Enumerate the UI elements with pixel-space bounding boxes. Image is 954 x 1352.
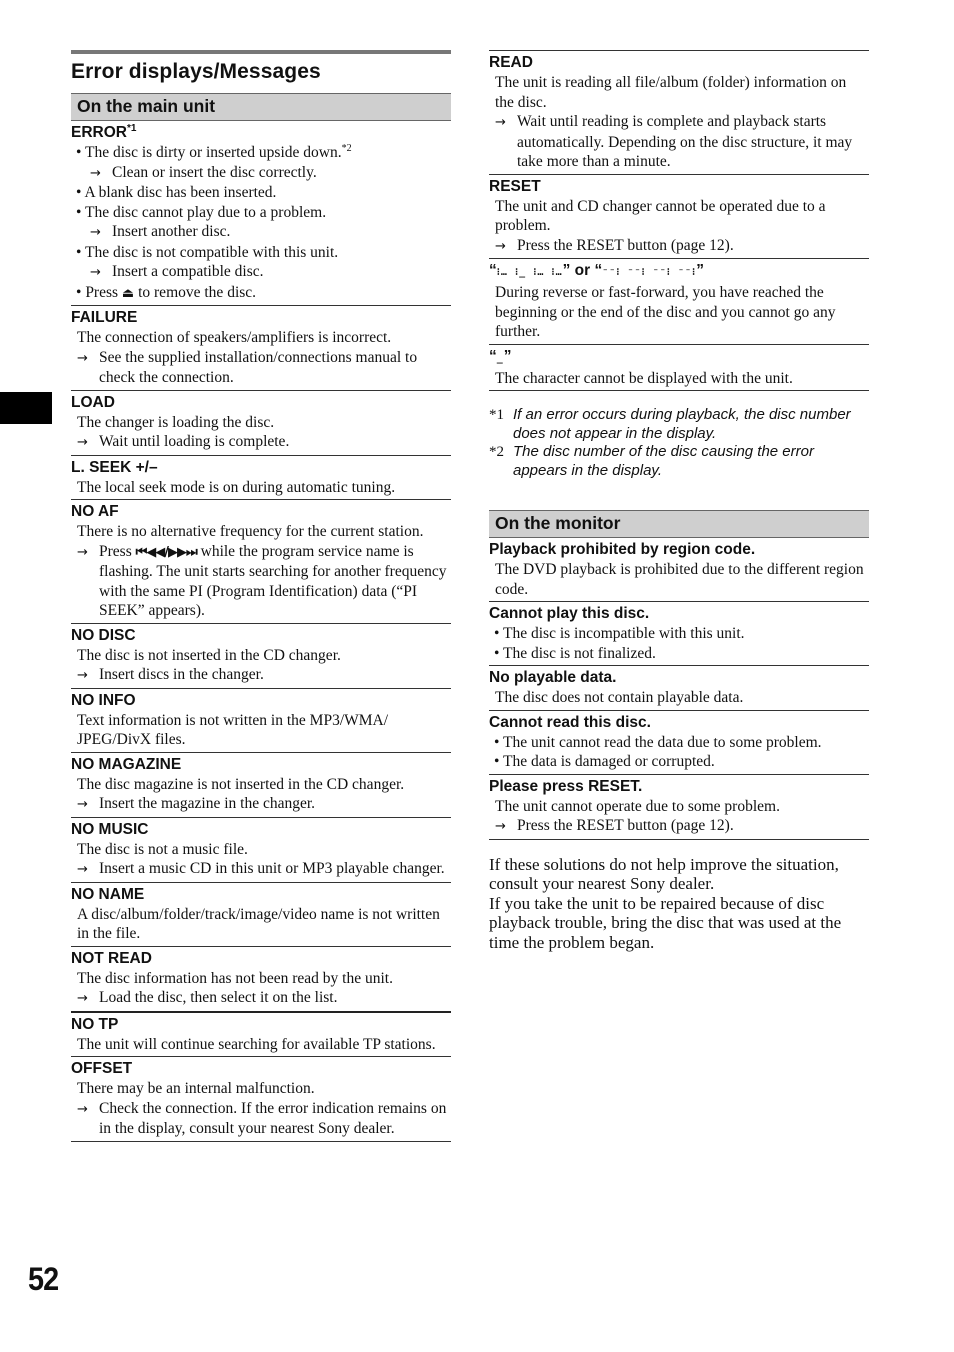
arrow-icon: → — [77, 435, 88, 450]
entry-title: NO TP — [71, 1015, 119, 1033]
closing-paragraph: If you take the unit to be repaired because of disc playback trouble, bring the disc that was used at the time the problem began. — [489, 893, 842, 952]
arrow-icon: → — [90, 265, 101, 280]
segment-display-icon: _ — [496, 352, 504, 364]
entry-reset — [489, 175, 869, 260]
arrow-icon: → — [90, 225, 101, 240]
entry-title: “⁝… ⁝_ ⁝… ⁝…” or “⁻⁻⁝ ⁻⁻⁝ ⁻⁻⁝ ⁻⁻⁝” — [489, 262, 704, 279]
action-item: → Insert a compatible disc. — [71, 262, 451, 283]
entry-description: The disc is not a music file. — [77, 840, 248, 858]
entry-no-name — [71, 883, 451, 947]
entry-offset — [71, 1057, 451, 1142]
segment-display-icon: ⁝… ⁝_ ⁝… ⁝… — [496, 267, 563, 278]
entry-description: There is no alternative frequency for the current station. — [77, 523, 424, 540]
action-item: → Press ⏮◀◀/▶▶⏭ while the program service name is flashing. The unit starts searching for another frequency with the same PI (Program Identification) data (“PI SEEK” appears). — [77, 542, 447, 619]
entry-title: “_” — [489, 347, 512, 365]
entry-region-code — [489, 538, 869, 602]
entry-description: The unit cannot operate due to some problem. — [495, 797, 780, 815]
entry-title: L. SEEK +/– — [71, 458, 158, 476]
section-heading-main-unit: On the main unit — [71, 93, 451, 121]
entry-title: No playable data. — [489, 669, 617, 686]
entry-description: During reverse or fast-forward, you have reached the beginning or the end of the disc and you cannot go any further. — [495, 284, 836, 340]
entry-description: Text information is not written in the MP3/WMA/ JPEG/DivX files. — [77, 711, 389, 748]
page-title: Error displays/Messages — [71, 60, 321, 83]
footnote: *2 The disc number of the disc causing the error appears in the display. — [489, 443, 814, 479]
arrow-icon: → — [77, 797, 88, 812]
entry-disc-begin-end — [489, 259, 869, 345]
entry-title: Cannot read this disc. — [489, 713, 651, 731]
entry-description: The unit will continue searching for available TP stations. — [77, 1035, 436, 1053]
bullet-item: • The disc is not compatible with this unit. — [76, 243, 339, 261]
action-item: → Wait until loading is complete. — [71, 432, 451, 453]
arrow-icon: → — [77, 862, 88, 877]
action-item: → Press the RESET button (page 12). — [489, 816, 869, 837]
entry-title: ERROR$^{*1}$ — [71, 122, 137, 141]
entry-failure — [71, 306, 451, 391]
entry-not-read — [71, 947, 451, 1013]
entry-load — [71, 391, 451, 456]
closing-text — [489, 855, 869, 953]
entry-cannot-read — [489, 711, 869, 775]
action-item: → Insert discs in the changer. — [71, 665, 451, 686]
bullet-item: • Press ⏏ to remove the disc. — [76, 283, 257, 301]
entry-title: NO MAGAZINE — [71, 755, 182, 773]
entry-no-info — [71, 689, 451, 753]
action-item: → Check the connection. If the error indication remains on in the display, consult your nearest Sony dealer. — [77, 1099, 447, 1137]
entry-description: The disc does not contain playable data. — [495, 689, 744, 706]
entry-title: OFFSET — [71, 1060, 133, 1077]
arrow-icon: → — [77, 668, 88, 683]
eject-icon: ⏏ — [121, 285, 135, 301]
bullet-item: • The data is damaged or corrupted. — [494, 753, 715, 770]
entry-description: The disc is not inserted in the CD changer. — [77, 646, 341, 664]
entry-title: RESET — [489, 177, 541, 195]
arrow-icon: → — [495, 115, 506, 130]
bullet-item: • The disc is incompatible with this unit. — [494, 625, 745, 642]
entry-no-disc — [71, 624, 451, 689]
entry-title: Cannot play this disc. — [489, 605, 650, 622]
left-column — [71, 50, 451, 1142]
footnote-ref: *2 — [341, 142, 352, 154]
arrow-icon: → — [77, 1101, 88, 1117]
footnote-ref: *1 — [126, 122, 137, 134]
entry-description: The character cannot be displayed with the unit. — [495, 369, 793, 387]
arrow-icon: → — [77, 350, 88, 366]
section-heading-monitor: On the monitor — [489, 510, 869, 538]
bullet-item: • The disc is dirty or inserted upside down.$^{*2}$ — [76, 142, 352, 161]
entry-title: NO DISC — [71, 626, 136, 644]
right-column — [489, 50, 869, 952]
arrow-icon: → — [77, 544, 88, 560]
entry-description: The local seek mode is on during automatic tuning. — [77, 478, 396, 496]
closing-paragraph: If these solutions do not help improve the situation, consult your nearest Sony dealer. — [489, 854, 839, 893]
bullet-item: • A blank disc has been inserted. — [76, 184, 277, 201]
entry-description: There may be an internal malfunction. — [77, 1080, 315, 1097]
entry-read — [489, 50, 869, 175]
bullet-item: • The unit cannot read the data due to some problem. — [494, 733, 822, 751]
arrow-icon: → — [90, 165, 101, 181]
entry-description: A disc/album/folder/track/image/video name is not written in the file. — [77, 905, 440, 942]
action-item: → Load the disc, then select it on the list. — [71, 988, 451, 1009]
entry-description: The disc information has not been read by the unit. — [77, 969, 393, 987]
footnotes — [489, 406, 869, 480]
entry-title: NO NAME — [71, 885, 145, 903]
entry-no-tp — [71, 1013, 451, 1058]
entry-title: NO INFO — [71, 691, 136, 709]
entry-title: NO AF — [71, 503, 119, 520]
entry-description: The changer is loading the disc. — [77, 413, 275, 431]
entry-description: The DVD playback is prohibited due to the different region code. — [495, 561, 864, 598]
entry-title: READ — [489, 54, 533, 71]
entry-no-af — [71, 500, 451, 624]
entry-description: The disc magazine is not inserted in the CD changer. — [77, 775, 405, 793]
entry-local-seek — [71, 456, 451, 501]
action-item: → Insert the magazine in the changer. — [71, 794, 451, 815]
entry-title: NO MUSIC — [71, 820, 149, 838]
entry-title: Playback prohibited by region code. — [489, 541, 756, 558]
arrow-icon: → — [495, 819, 506, 834]
page-number: 52 — [28, 1261, 59, 1297]
action-item: → Press the RESET button (page 12). — [489, 236, 869, 257]
footnote: *1 If an error occurs during playback, the disc number does not appear in the display. — [489, 406, 851, 442]
arrow-icon: → — [495, 238, 506, 254]
action-item: → See the supplied installation/connections manual to check the connection. — [77, 348, 418, 386]
segment-display-icon: ⁻⁻⁝ ⁻⁻⁝ ⁻⁻⁝ ⁻⁻⁝ — [602, 267, 697, 278]
arrow-icon: → — [77, 991, 88, 1006]
entry-title: Please press RESET. — [489, 777, 643, 795]
title-rule — [71, 50, 451, 54]
action-item: → Clean or insert the disc correctly. — [71, 163, 451, 184]
entry-description: The unit and CD changer cannot be operated due to a problem. — [495, 197, 826, 234]
action-item: → Insert another disc. — [71, 222, 451, 243]
bullet-item: • The disc is not finalized. — [494, 644, 656, 662]
entry-no-playable-data — [489, 666, 869, 711]
entry-no-magazine — [71, 753, 451, 818]
entry-description: The connection of speakers/amplifiers is incorrect. — [77, 329, 392, 346]
entry-title: NOT READ — [71, 949, 152, 967]
entry-description: The unit is reading all file/album (folder) information on the disc. — [495, 74, 847, 111]
bullet-item: • The disc cannot play due to a problem. — [76, 203, 327, 221]
entry-title: LOAD — [71, 393, 115, 411]
entry-press-reset — [489, 775, 869, 840]
action-item: → Wait until reading is complete and playback starts automatically. Depending on the disc structure, it may take more than a minute. — [495, 113, 853, 170]
chapter-tab-marker — [0, 392, 52, 424]
entry-no-music — [71, 818, 451, 883]
entry-title: FAILURE — [71, 309, 138, 326]
entry-cannot-play — [489, 602, 869, 666]
entry-error — [71, 121, 451, 306]
action-item: → Insert a music CD in this unit or MP3 playable changer. — [71, 859, 451, 880]
seek-controls-icon: ⏮◀◀/▶▶⏭ — [135, 544, 197, 560]
entry-undisplayable-character — [489, 345, 869, 392]
